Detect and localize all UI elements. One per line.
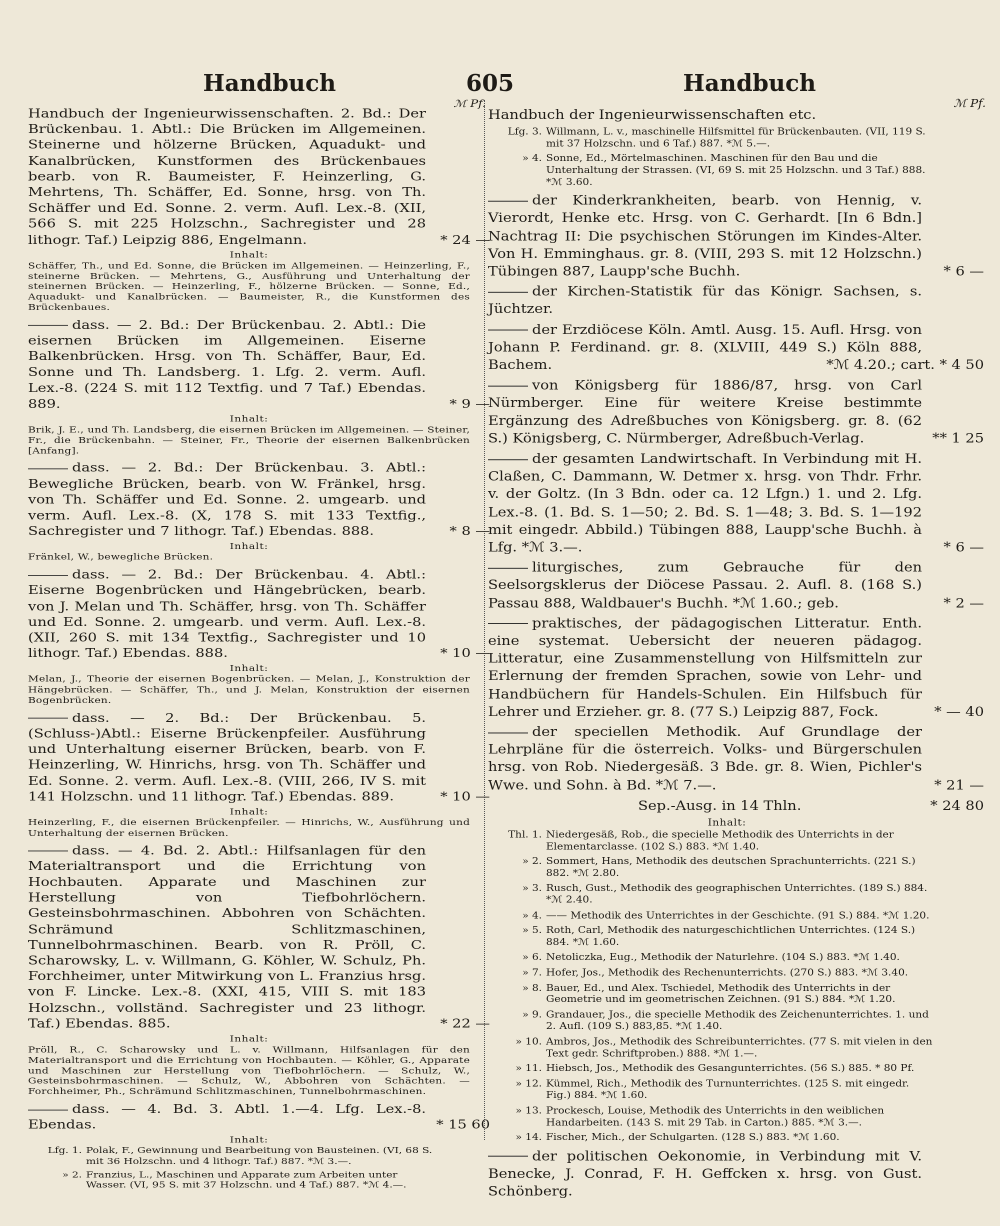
sub-entry	[488, 967, 966, 979]
sub-entry-label: Lfg. 3.	[507, 126, 542, 138]
catalog-entry	[28, 710, 490, 804]
sub-entry-text: Bauer, Ed., und Alex. Tschiedel, Methodik des Unterrichts in der Geometrie und im geometrischen Zeichnen. (91 S.) 884. *ℳ 1.20.	[546, 982, 896, 1006]
sub-entry-label: » 3.	[522, 882, 542, 894]
price-unit-header-right: ℳ Pf.	[953, 96, 986, 110]
sub-entry-label: Lfg. 1.	[47, 1146, 82, 1156]
entry-text: dass. — 4. Bd. 2. Abtl.: Hilfsanlagen für den Materialtransport und die Errichtung von Hochbauten. Apparate und Maschinen zur Herstellung von Tiefbohrlöchern. Gesteinsbohrmaschinen. Abbohren von Schächten. Schrämund Schlitzmaschinen, Tunnelbohrmaschinen. Bearb. von R. Pröll, C. Scharowsky, L. v. Willmann, G. Köhler, W. Schulz, Ph. Forchheimer, unter Mitwirkung von L. Franzius hrsg. von F. Lincke. Lex.-8. (XXI, 415, VIII S. mit 183 Holzschn., vollständ. Sachregister und 23 lithogr. Taf.) Ebendas. 885.	[28, 843, 426, 1031]
catalog-entry	[28, 106, 490, 248]
entry-text: praktisches, der pädagogischen Litteratur. Enth. eine systemat. Uebersicht der neueren pädagog. Litteratur, eine Zusammenstellung von Hilfsmitteln zur Erlernung der fremden Sprachen, sowie von Lehr- und Handbüchern für Handels-Schulen. Ein Hilfsbuch für Lehrer und Erzieher. gr. 8. (77 S.) Leipzig 887, Fock.	[488, 615, 922, 720]
sub-entry-text: Polak, F., Gewinnung und Bearbeitung von Bausteinen. (VI, 68 S. mit 36 Holzschn. und 4 lithogr. Taf.) 887. *ℳ 3.—.	[86, 1146, 433, 1167]
sub-entry-label: » 2.	[62, 1170, 82, 1180]
catalog-entry	[488, 615, 984, 721]
contents-note: Brik, J. E., und Th. Landsberg, die eisernen Brücken im Allgemeinen. — Steiner, Fr., die Brückenbahn. — Steiner, Fr., Theorie der eisernen Balkenbrücken [Anfang].	[28, 425, 470, 456]
entry-price: * 22 —	[440, 1016, 490, 1031]
page-header	[0, 70, 1000, 106]
sub-entry-text: Sonne, Ed., Mörtelmaschinen. Maschinen für den Bau und die Unterhaltung der Strassen. (VI, 69 S. mit 25 Holzschn. und 3 Taf.) 888. *ℳ 3.60.	[546, 153, 926, 188]
sub-entry	[488, 1063, 966, 1075]
entry-price: * 6 —	[943, 539, 984, 555]
sub-entry	[488, 1078, 966, 1101]
sub-entry-text: Fischer, Mich., der Schulgarten. (128 S.) 883. *ℳ 1.60.	[546, 1131, 840, 1143]
sub-entry-label: » 5.	[522, 925, 542, 937]
contents-heading: Inhalt:	[229, 414, 269, 425]
ditto-dash	[28, 468, 68, 469]
entry-price: * 21 —	[934, 777, 984, 793]
sub-entry-text: Hiebsch, Jos., Methodik des Gesangunterrichtes. (56 S.) 885. * 80 Pf.	[546, 1062, 915, 1074]
sub-entry-label: » 7.	[522, 967, 542, 979]
sub-entry-label: » 10.	[515, 1036, 542, 1048]
sub-entry	[28, 1170, 470, 1191]
sub-entry-text: Willmann, L. v., maschinelle Hilfsmittel für Brückenbauten. (VII, 119 S. mit 37 Holzschn. und 6 Taf.) 887. *ℳ 5.—.	[546, 126, 926, 150]
catalog-entry	[28, 317, 490, 411]
entry-text: dass. — 2. Bd.: Der Brückenbau. 4. Abtl.: Eiserne Bogenbrücken und Hängebrücken, bearb. von J. Melan und Th. Schäffer, hrsg. von Th. Schäffer und Ed. Sonne. 2. umgearb. und verm. Aufl. Lex.-8. (XII, 260 S. mit 134 Textfig., Sachregister und 10 lithogr. Taf.) Ebendas. 888.	[28, 567, 426, 661]
ditto-dash	[488, 200, 528, 201]
entry-price: * 10 —	[440, 789, 490, 804]
entry-text: der politischen Oekonomie, in Verbindung mit V. Benecke, J. Conrad, F. H. Geffcken x. hrsg. von Gust. Schönberg.	[488, 1148, 922, 1200]
ditto-dash	[488, 1156, 528, 1157]
entry-price: * 2 —	[943, 595, 984, 611]
sub-entry	[28, 1146, 470, 1167]
column-divider	[484, 100, 485, 1140]
sub-entry-label: » 9.	[522, 1009, 542, 1021]
entry-text: der speciellen Methodik. Auf Grundlage der Lehrpläne für die österreich. Volks- und Bürgerschulen hrsg. von Rob. Niedergesäß. 3 Bde. gr. 8. Wien, Pichler's Wwe. und Sohn. à Bd. *ℳ 7.—.	[488, 724, 922, 793]
contents-note: Melan, J., Theorie der eisernen Bogenbrücken. — Melan, J., Konstruktion der Hängebrücken. — Schäffer, Th., und J. Melan, Konstruktion der eisernen Bogenbrücken.	[28, 674, 470, 706]
catalog-entry	[488, 377, 984, 448]
catalog-entry	[28, 461, 490, 540]
ditto-dash	[488, 292, 528, 293]
ditto-dash	[488, 623, 528, 624]
entry-text: Handbuch der Ingenieurwissenschaften. 2. Bd.: Der Brückenbau. 1. Abtl.: Die Brücken im Allgemeinen. Steinerne und hölzerne Brücken, Aquadukt- und Kanalbrücken, Kunstformen des Brückenbaues bearb. von R. Baumeister, F. Heinzerling, G. Mehrtens, Th. Schäffer, Ed. Sonne, hrsg. von Th. Schäffer und Ed. Sonne. 2. verm. Aufl. Lex.-8. (XII, 566 S. mit 225 Holzschn., Sachregister und 28 lithogr. Taf.) Leipzig 886, Engelmann.	[28, 106, 426, 247]
contents-note: Fränkel, W., bewegliche Brücken.	[28, 552, 214, 563]
sub-entry	[488, 153, 966, 188]
sub-entry	[488, 1132, 966, 1144]
sub-entry-text: Ambros, Jos., Methodik des Schreibunterrichtes. (77 S. mit vielen in den Text gedr. Schriftproben.) 888. *ℳ 1.—.	[546, 1036, 933, 1059]
price-unit-header-left: ℳ Pf.	[453, 97, 486, 110]
sub-entry	[488, 126, 966, 149]
entry-text: dass. — 2. Bd.: Der Brückenbau. 2. Abtl.: Die eisernen Brücken im Allgemeinen. Eiserne Balkenbrücken. Hrsg. von Th. Schäffer, Baur, Ed. Sonne und Th. Landsberg. 1. Lfg. 2. verm. Aufl. Lex.-8. (224 S. mit 112 Textfig. und 7 Taf.) Ebendas. 889.	[28, 318, 426, 411]
sub-entry-text: —— Methodik des Unterrichtes in der Geschichte. (91 S.) 884. *ℳ 1.20.	[546, 909, 930, 921]
sub-entry	[488, 1105, 966, 1128]
entry-text: liturgisches, zum Gebrauche für den Seelsorgsklerus der Diöcese Passau. 2. Aufl. 8. (168 S.) Passau 888, Waldbauer's Buchh. *ℳ 1.60.; geb.	[488, 559, 922, 611]
page-number: 605	[466, 70, 515, 97]
catalog-entry	[28, 843, 490, 1032]
sub-entry-text: Rusch, Gust., Methodik des geographischen Unterrichtes. (189 S.) 884. *ℳ 2.40.	[546, 882, 928, 906]
catalog-entry	[488, 321, 984, 374]
contents-note: Schäffer, Th., und Ed. Sonne, die Brücken im Allgemeinen. — Heinzerling, F., steinerne Brücken. — Mehrtens, G., Ausführung und Unterhaltung der steinernen Brücken. — Heinzerling, F., hölzerne Brücken. — Sonne, Ed., Aquadukt- und Kanalbrücken. — Baumeister, R., die Kunstformen des Brückenbaues.	[28, 260, 470, 313]
sub-entry-text: Kümmel, Rich., Methodik des Turnunterrichtes. (125 S. mit eingedr. Fig.) 884. *ℳ 1.60.	[546, 1078, 910, 1101]
ditto-dash	[488, 459, 528, 460]
entry-text: von Königsberg für 1886/87, hrsg. von Carl Nürmberger. Eine für weitere Kreise bestimmte Ergänzung des Adreßbuches von Königsberg. gr. 8. (62 S.) Königsberg, C. Nürmberger, Adreßbuch-Verlag.	[488, 377, 922, 447]
left-column	[28, 97, 490, 1194]
contents-note: Pröll, R., C. Scharowsky und L. v. Willmann, Hilfsanlagen für den Materialtransport und die Errichtung von Hochbauten. — Köhler, G., Apparate und Maschinen zur Herstellung von Tiefbohrlöchern. — Schulz, W., Gesteinsbohrmaschinen. — Schulz, W., Abbohren von Schächten. — Forchheimer, Ph., Schrämund Schlitzmaschinen, Tunnelbohrmaschinen.	[28, 1044, 470, 1097]
sub-entry-label: » 14.	[515, 1131, 542, 1143]
catalog-entry	[28, 567, 490, 661]
entry-price: * 15 60	[436, 1118, 490, 1133]
sub-entry	[488, 925, 966, 948]
entry-text: dass. — 2. Bd.: Der Brückenbau. 5. (Schluss-)Abtl.: Eiserne Brückenpfeiler. Ausführung und Unterhaltung eiserner Brücken, bearb. von F. Heinzerling, W. Hinrichs, hrsg. von Th. Schäffer und Ed. Sonne. 2. verm. Aufl. Lex.-8. (VIII, 266, IV S. mit 141 Holzschn. und 11 lithogr. Taf.) Ebendas. 889.	[28, 711, 426, 804]
sub-entry-label: » 4.	[522, 909, 542, 921]
sub-entry-label: » 4.	[522, 153, 542, 165]
sub-entry	[488, 910, 966, 922]
contents-heading: Inhalt:	[707, 817, 747, 829]
sub-entry-text: Niedergesäß, Rob., die specielle Methodik des Unterrichts in der Elementarclasse. (102 S.) 883. *ℳ 1.40.	[546, 829, 894, 852]
catalog-entry	[488, 1147, 966, 1200]
sub-entry-text: Franzius, L., Maschinen und Apparate zum Arbeiten unter Wasser. (VI, 95 S. mit 37 Holzschn. und 4 Taf.) 887. *ℳ 4.—.	[86, 1170, 407, 1191]
ditto-dash	[28, 325, 68, 326]
sub-entry-text: Grandauer, Jos., die specielle Methodik des Zeichenunterrichtes. 1. und 2. Aufl. (109 S.) 883,85. *ℳ 1.40.	[546, 1009, 929, 1032]
ditto-dash	[488, 732, 528, 733]
sub-entry	[488, 856, 966, 879]
entry-text: Handbuch der Ingenieurwissenschaften etc.	[488, 106, 817, 123]
ditto-dash	[28, 851, 68, 852]
sub-entry-text: Prockesch, Louise, Methodik des Unterrichts in den weiblichen Handarbeiten. (143 S. mit 29 Tab. in Carton.) 885. *ℳ 3.—.	[546, 1105, 885, 1128]
contents-heading: Inhalt:	[229, 807, 269, 817]
ditto-dash	[28, 718, 68, 719]
entry-text: dass. — 4. Bd. 3. Abtl. 1.—4. Lfg. Lex.-8. Ebendas.	[28, 1102, 426, 1133]
sub-entry-text: Sommert, Hans, Methodik des deutschen Sprachunterrichts. (221 S.) 882. *ℳ 2.80.	[546, 856, 916, 879]
entry-price: * 24 —	[440, 232, 490, 247]
ditto-dash	[488, 330, 528, 331]
contents-heading: Inhalt:	[229, 663, 269, 674]
running-head-right: Handbuch	[683, 70, 816, 97]
right-column	[488, 96, 986, 1203]
entry-text: der gesamten Landwirtschaft. In Verbindung mit H. Claßen, C. Dammann, W. Detmer x. hrsg. von Thdr. Frhr. v. der Goltz. (In 3 Bdn. oder ca. 12 Lfgn.) 1. und 2. Lfg. Lex.-8. (1. Bd. S. 1—50; 2. Bd. S. 1—48; 3. Bd. S. 1—192 mit eingedr. Abbild.) Tübingen 888, Laupp'sche Buchh. à Lfg. *ℳ 3.—.	[488, 451, 922, 555]
catalog-entry	[488, 450, 984, 556]
contents-note: Heinzerling, F., die eisernen Brückenpfeiler. — Hinrichs, W., Ausführung und Unterhaltung der eisernen Brücken.	[28, 817, 470, 839]
catalog-entry	[488, 283, 966, 318]
entry-price: * — 40	[934, 703, 984, 720]
entry-price: * 6 —	[943, 263, 984, 279]
sub-entry	[488, 1009, 966, 1032]
sub-entry-label: » 2.	[522, 856, 542, 868]
entry-text: der Erzdiöcese Köln. Amtl. Ausg. 15. Aufl. Hrsg. von Johann P. Ferdinand. gr. 8. (XLVIII, 449 S.) Köln 888, Bachem.	[488, 321, 922, 373]
entry-text: der Kinderkrankheiten, bearb. von Hennig, v. Vierordt, Henke etc. Hrsg. von C. Gerhardt. [In 6 Bdn.] Nachtrag II: Die psychischen Störungen im Kindes-Alter. Von H. Emminghaus. gr. 8. (VIII, 293 S. mit 12 Holzschn.) Tübingen 887, Laupp'sche Buchh.	[488, 192, 922, 279]
entry-text: der Kirchen-Statistik für das Königr. Sachsen, s. Jüchtzer.	[488, 283, 922, 318]
entry-price: *ℳ 4.20.; cart. * 4 50	[826, 357, 984, 373]
entry-price: * 24 80	[930, 797, 984, 814]
contents-heading: Inhalt:	[229, 541, 269, 552]
contents-heading: Inhalt:	[229, 1034, 269, 1045]
ditto-dash	[488, 568, 528, 569]
sub-entry-text: Roth, Carl, Methodik des naturgeschichtlichen Unterrichtes. (124 S.) 884. *ℳ 1.60.	[546, 925, 916, 948]
sub-entry-label: » 11.	[515, 1062, 542, 1074]
running-head-left: Handbuch	[203, 70, 336, 97]
catalog-entry	[488, 559, 984, 612]
catalog-entry	[488, 723, 984, 794]
catalog-entry	[488, 797, 984, 815]
sub-entry	[488, 982, 966, 1005]
sub-entry	[488, 952, 966, 964]
ditto-dash	[28, 575, 68, 576]
entry-text: Sep.-Ausg. in 14 Thln.	[638, 797, 802, 814]
contents-heading: Inhalt:	[229, 250, 269, 261]
ditto-dash	[488, 385, 528, 386]
sub-entry	[488, 829, 966, 852]
catalog-entry	[488, 106, 966, 124]
sub-entry-label: » 8.	[522, 982, 542, 994]
entry-price: * 10 —	[440, 646, 490, 661]
entry-text: dass. — 2. Bd.: Der Brückenbau. 3. Abtl.: Bewegliche Brücken, bearb. von W. Fränkel, hrsg. von Th. Schäffer und Ed. Sonne. 2. umgearb. und verm. Aufl. Lex.-8. (X, 178 S. mit 133 Textfig., Sachregister und 7 lithogr. Taf.) Ebendas. 888.	[28, 461, 426, 539]
sub-entry	[488, 883, 966, 906]
sub-entry-text: Netoliczka, Eug., Methodik der Naturlehre. (104 S.) 883. *ℳ 1.40.	[546, 951, 900, 963]
sub-entry-label: » 12.	[515, 1078, 542, 1090]
sub-entry	[488, 1036, 966, 1059]
catalog-entry	[488, 192, 984, 280]
ditto-dash	[28, 1109, 68, 1110]
entry-price: ** 1 25	[932, 430, 984, 447]
sub-entry-label: Thl. 1.	[508, 829, 542, 841]
entry-price: * 8 —	[449, 524, 490, 539]
sub-entry-text: Hofer, Jos., Methodik des Rechenunterrichts. (270 S.) 883. *ℳ 3.40.	[546, 967, 909, 979]
sub-entry-label: » 13.	[515, 1105, 542, 1117]
catalog-entry	[28, 1102, 490, 1133]
contents-heading: Inhalt:	[229, 1135, 269, 1146]
sub-entry-label: » 6.	[522, 951, 542, 963]
entry-price: * 9 —	[449, 396, 490, 411]
